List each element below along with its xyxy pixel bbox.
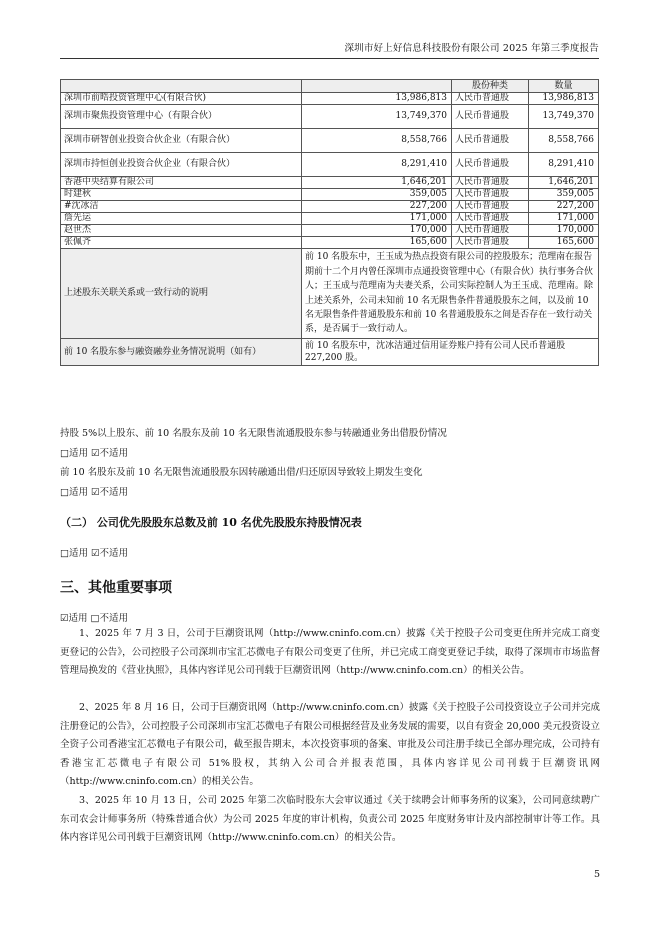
holder-quantity: 13,986,813 (529, 93, 599, 105)
holder-share-type: 人民币普通股 (452, 213, 529, 225)
table-row (61, 237, 599, 249)
holder-name: 深圳市研智创业投资合伙企业（有限合伙） (61, 129, 302, 153)
holder-name: 深圳市聚焦投资管理中心（有限合伙） (61, 105, 302, 129)
holder-quantity: 1,646,201 (529, 177, 599, 189)
margin-label: 前 10 名股东参与融资融券业务情况说明（如有） (61, 339, 302, 366)
header-share-type: 股份种类 (452, 80, 529, 93)
table-row (61, 177, 599, 189)
holder-share-type: 人民币普通股 (452, 129, 529, 153)
table-row (61, 225, 599, 237)
holder-shares: 13,749,370 (302, 105, 452, 129)
holder-name: 时建秋 (61, 189, 302, 201)
holder-name: #沈冰洁 (61, 201, 302, 213)
holder-name: 深圳市持恒创业投资合伙企业（有限合伙） (61, 153, 302, 177)
table-row (61, 189, 599, 201)
section-title: 三、其他重要事项 (60, 580, 172, 596)
holder-quantity: 359,005 (529, 189, 599, 201)
holder-shares: 8,291,410 (302, 153, 452, 177)
holder-share-type: 人民币普通股 (452, 177, 529, 189)
holder-shares: 170,000 (302, 225, 452, 237)
holder-quantity: 13,749,370 (529, 105, 599, 129)
margin-trading-row (61, 339, 599, 366)
relation-row (61, 249, 599, 339)
preferred-checkbox: □适用 ☑不适用 (60, 548, 129, 559)
relation-text: 前 10 名股东中，王玉成为热点投资有限公司的控股股东；范理南在报告期前十二个月内曾任深圳市点通投资管理中心（有限合伙）执行事务合伙人；王玉成与范理南为夫妻关系，公司实际控制人为王玉成、范理南。除上述关系外，公司未知前 10 名无限售条件普通股股东之间，以及前 10 名无限售条件普通股股东和前 10 名普通股股东之间是否存在一致行动关系，是否属于一致行动人。 (302, 249, 599, 339)
holder-shares: 171,000 (302, 213, 452, 225)
holder-share-type: 人民币普通股 (452, 237, 529, 249)
holder-quantity: 8,291,410 (529, 153, 599, 177)
paragraph-3: 3、2025 年 10 月 13 日，公司 2025 年第二次临时股东大会审议通过《关于续聘会计师事务所的议案》，公司同意续聘广东司农会计师事务所（特殊普通合伙）为公司 2025 年度的审计机构，负责公司 2025 年度财务审计及内部控制审计等工作。具体内容详见公司刊载于巨潮资讯网（http://www.cninfo.com.cn）的相关公告。 (60, 795, 600, 843)
subsection-title: （二） 公司优先股股东总数及前 10 名优先股股东持股情况表 (60, 516, 362, 529)
page-number: 5 (593, 869, 600, 880)
table-header-row (61, 80, 599, 93)
holder-quantity: 227,200 (529, 201, 599, 213)
table-row (61, 129, 599, 153)
holder-name: 张佩齐 (61, 237, 302, 249)
holder-shares: 1,646,201 (302, 177, 452, 189)
holder-name: 香港中央结算有限公司 (61, 177, 302, 189)
holder-name: 赵世杰 (61, 225, 302, 237)
top-holders-table (60, 79, 599, 366)
table-row (61, 93, 599, 105)
holder-share-type: 人民币普通股 (452, 189, 529, 201)
header-divider (60, 58, 599, 59)
relation-label: 上述股东关联关系或一致行动的说明 (61, 249, 302, 339)
holder-quantity: 8,558,766 (529, 129, 599, 153)
change-checkbox: □适用 ☑不适用 (60, 487, 129, 498)
holder-name: 詹先运 (61, 213, 302, 225)
holder-quantity: 170,000 (529, 225, 599, 237)
table-row (61, 201, 599, 213)
holder-shares: 227,200 (302, 201, 452, 213)
holder-shares: 8,558,766 (302, 129, 452, 153)
holder-quantity: 171,000 (529, 213, 599, 225)
holder-shares: 13,986,813 (302, 93, 452, 105)
other-matters-checkbox: ☑适用 □不适用 (60, 613, 129, 624)
table-row (61, 105, 599, 129)
holder-share-type: 人民币普通股 (452, 105, 529, 129)
report-header-title: 深圳市好上好信息科技股份有限公司 2025 年第三季度报告 (344, 43, 599, 54)
holder-share-type: 人民币普通股 (452, 93, 529, 105)
change-line: 前 10 名股东及前 10 名无限售流通股股东因转融通出借/归还原因导致较上期发生变化 (60, 467, 423, 478)
table-row (61, 153, 599, 177)
holder-name: 深圳市前晧投资管理中心(有限合伙) (61, 93, 302, 105)
header-quantity: 数量 (529, 80, 599, 93)
margin-text: 前 10 名股东中，沈冰洁通过信用证券账户持有公司人民币普通股 227,200 股。 (302, 339, 599, 366)
lending-checkbox: □适用 ☑不适用 (60, 448, 129, 459)
holder-quantity: 165,600 (529, 237, 599, 249)
paragraph-2: 2、2025 年 8 月 16 日，公司于巨潮资讯网（http://www.cninfo.com.cn）披露《关于控股子公司投资设立子公司并完成注册登记的公告》，公司控股子公司深圳市宝汇芯微电子有限公司根据经营及业务发展的需要，以自有资金 20,000 美元投资设立全资子公司香港宝汇芯微电子有限公司，截至报告期末，本次投资事项的备案、审批及公司注册手续已全部办理完成，公司持有香港宝汇芯微电子有限公司 51%股权，其纳入公司合并报表范围，具体内容详见公司刊载于巨潮资讯网（http://www.cninfo.com.cn）的相关公告。 (60, 702, 600, 787)
table-row (61, 213, 599, 225)
lending-line: 持股 5%以上股东、前 10 名股东及前 10 名无限售流通股股东参与转融通业务出借股份情况 (60, 428, 447, 439)
holder-share-type: 人民币普通股 (452, 225, 529, 237)
holder-shares: 359,005 (302, 189, 452, 201)
holder-shares: 165,600 (302, 237, 452, 249)
holder-share-type: 人民币普通股 (452, 153, 529, 177)
holder-share-type: 人民币普通股 (452, 201, 529, 213)
paragraph-1: 1、2025 年 7 月 3 日，公司于巨潮资讯网（http://www.cninfo.com.cn）披露《关于控股子公司变更住所并完成工商变更登记的公告》，公司控股子公司深圳市宝汇芯微电子有限公司变更了住所，并已完成工商变更登记手续，取得了深圳市市场监督管理局换发的《营业执照》，具体内容详见公司刊载于巨潮资讯网（http://www.cninfo.com.cn）的相关公告。 (60, 628, 600, 676)
